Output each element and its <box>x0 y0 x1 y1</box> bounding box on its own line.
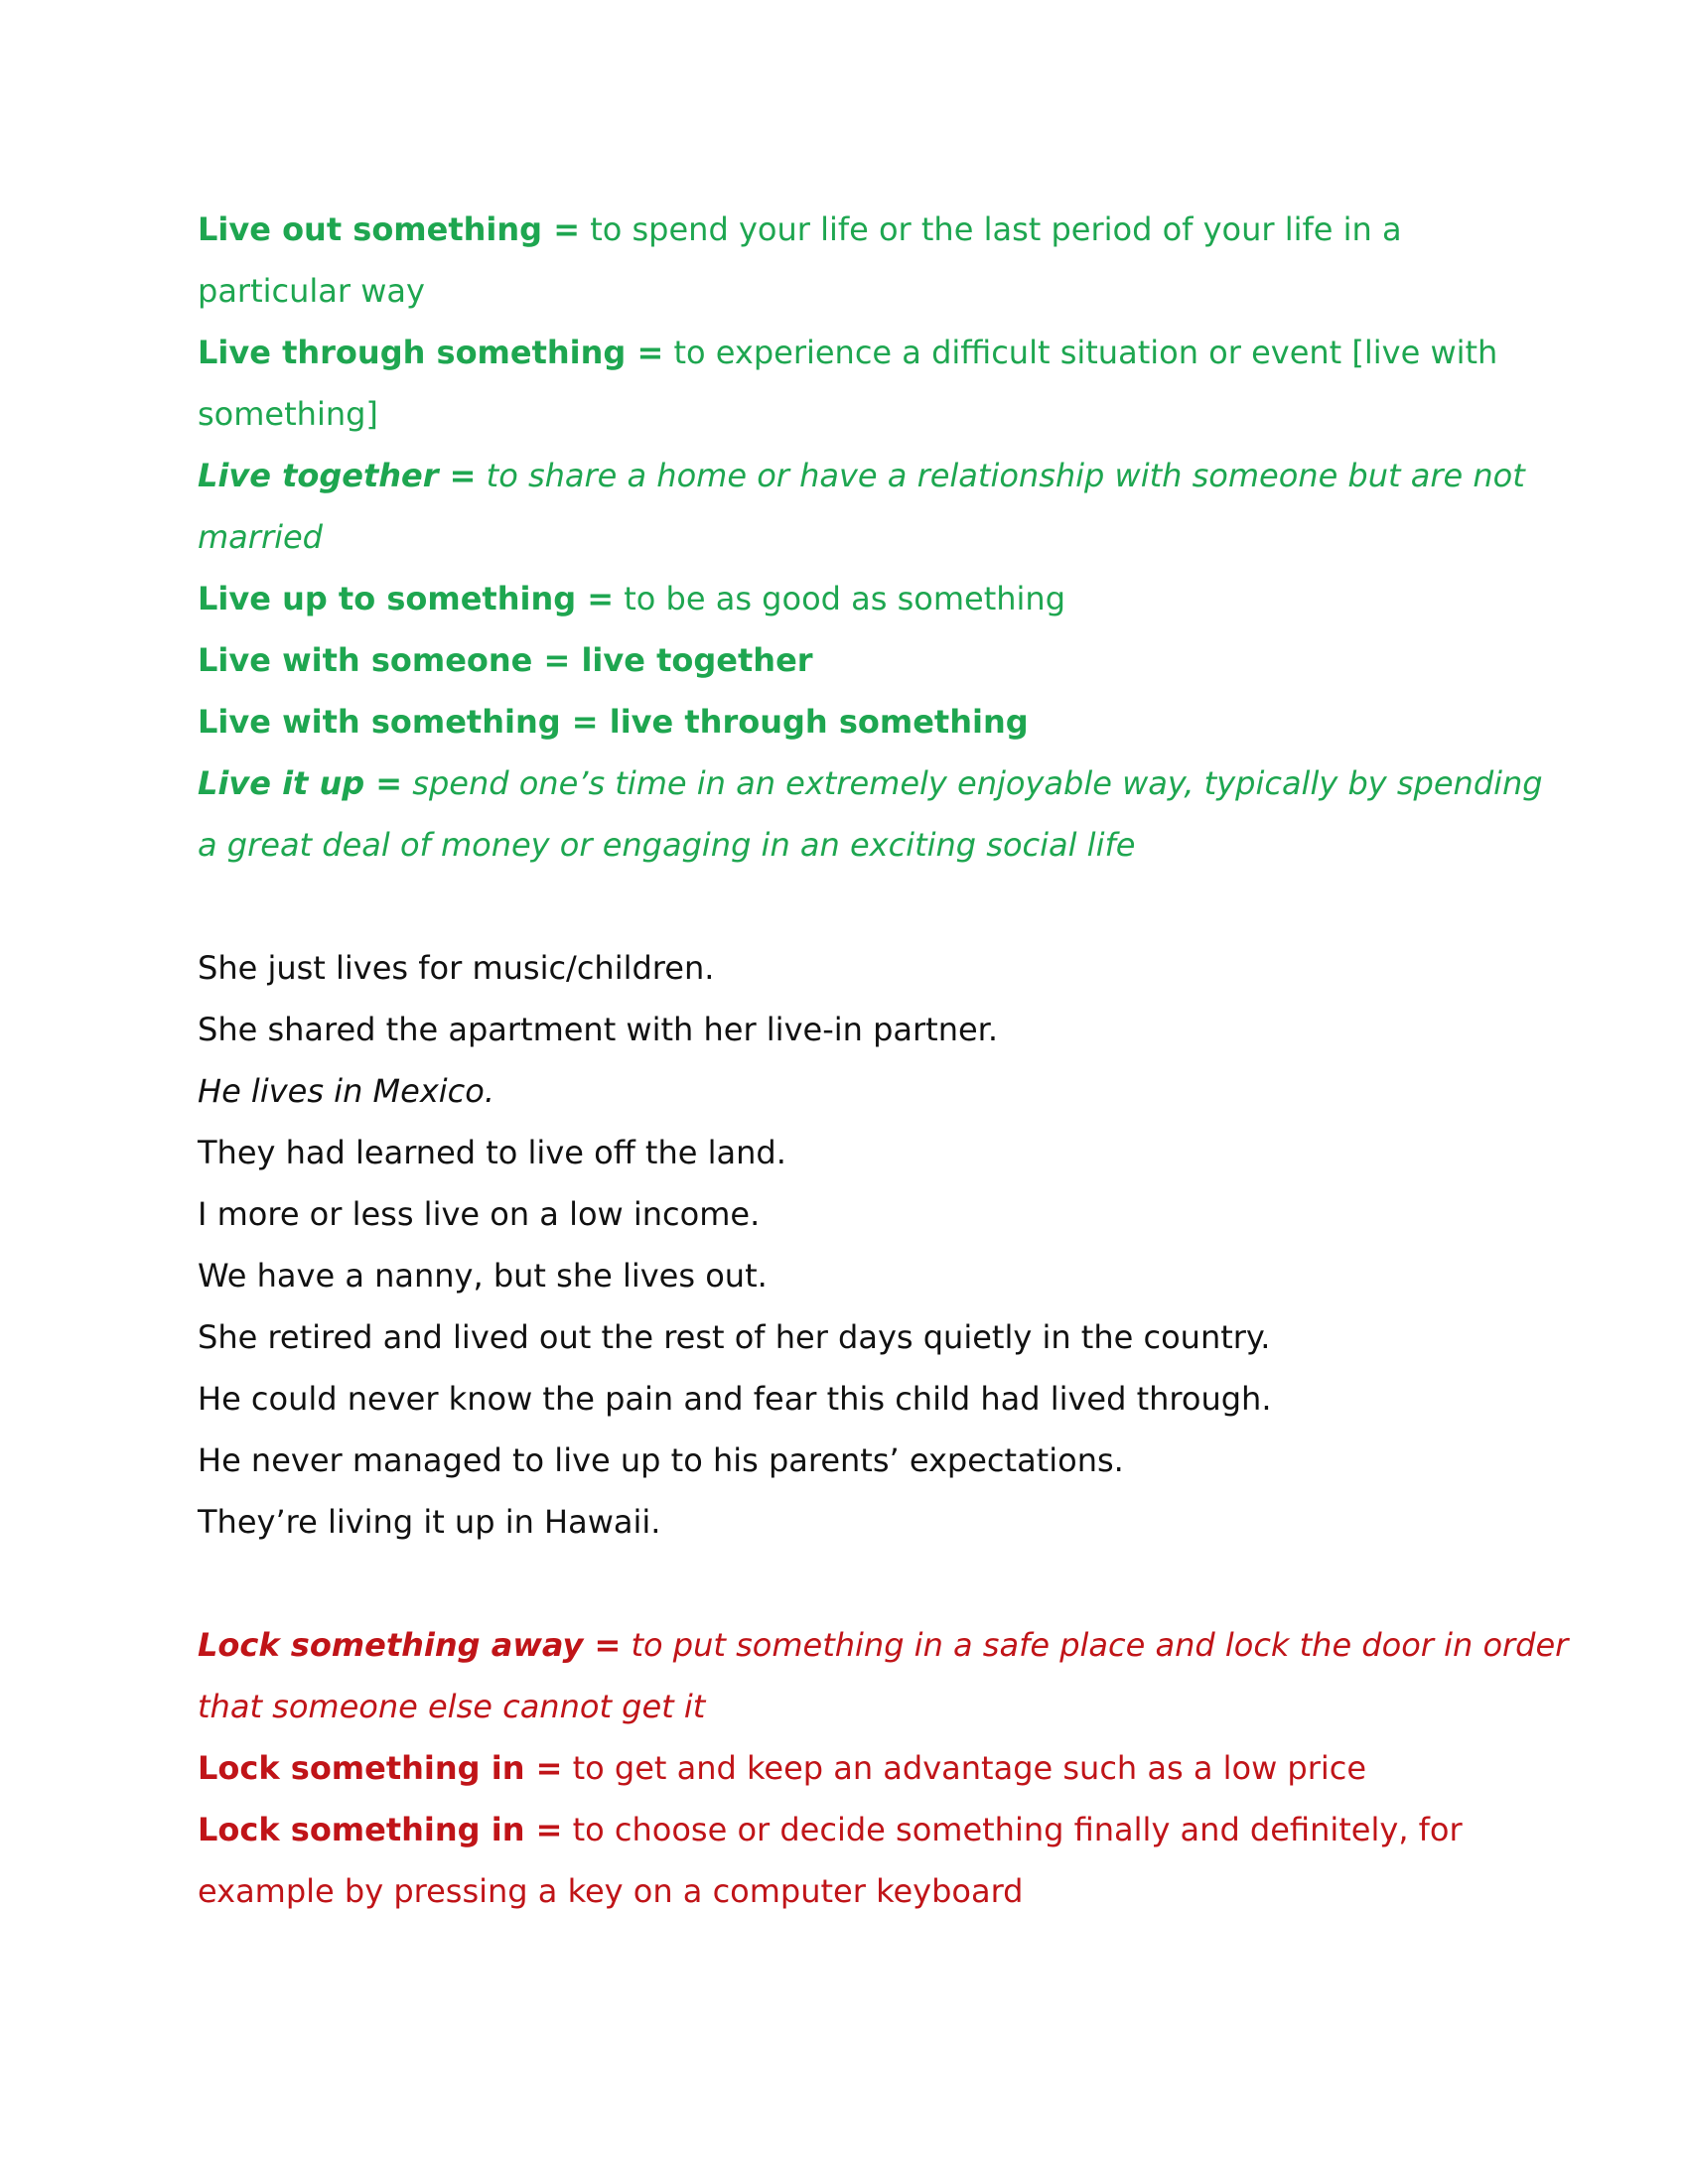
definition-term: Live out something = <box>198 210 581 248</box>
definition-text: a great deal of money or engaging in an exciting social life <box>198 826 1136 864</box>
definition-text: something] <box>198 395 378 433</box>
definition-term: Live with something = live through something <box>198 703 1029 741</box>
definition-text: spend one’s time in an extremely enjoyable way, typically by spending <box>402 764 1543 802</box>
definition-text: to choose or decide something finally and definitely, for <box>562 1811 1463 1848</box>
definition-line <box>198 814 1518 876</box>
definition-text: to put something in a safe place and lock the door in order <box>621 1626 1569 1664</box>
example-sentence: They’re living it up in Hawaii. <box>198 1503 661 1541</box>
definition-text: that someone else cannot get it <box>198 1688 706 1725</box>
definition-text: to get and keep an advantage such as a low price <box>562 1749 1367 1787</box>
example-sentence: He never managed to live up to his parents’ expectations. <box>198 1441 1124 1479</box>
document-body <box>198 199 1569 1922</box>
definition-line <box>198 445 1525 506</box>
definition-line <box>198 691 1518 752</box>
definition-line <box>198 1737 1518 1799</box>
definition-line <box>198 1614 1569 1676</box>
example-sentence: They had learned to live off the land. <box>198 1134 786 1171</box>
definition-term: Live through something = <box>198 334 664 371</box>
definition-term: Live with someone = live together <box>198 641 813 679</box>
definition-text: to be as good as something <box>614 580 1065 617</box>
definition-line <box>198 322 1518 383</box>
definition-line <box>198 199 1518 260</box>
definition-line <box>198 260 1518 322</box>
example-sentence: We have a nanny, but she lives out. <box>198 1257 768 1295</box>
examples-section <box>198 937 1518 1553</box>
definition-term: Lock something away = <box>198 1626 622 1664</box>
example-sentence: He lives in Mexico. <box>198 1072 494 1110</box>
definition-term: Lock something in = <box>198 1811 563 1848</box>
example-sentence: He could never know the pain and fear this child had lived through. <box>198 1380 1272 1418</box>
definition-term: Lock something in = <box>198 1749 563 1787</box>
live-definitions-section <box>198 199 1543 876</box>
section-spacer <box>198 1553 1518 1614</box>
definition-line <box>198 1676 1518 1737</box>
definition-line <box>198 506 1518 568</box>
definition-text: to experience a difficult situation or event [live with <box>663 334 1498 371</box>
example-sentence: I more or less live on a low income. <box>198 1195 761 1233</box>
definition-term: Live up to something = <box>198 580 615 617</box>
definition-line <box>198 629 1518 691</box>
definition-line <box>198 383 1518 445</box>
definition-line <box>198 1799 1518 1860</box>
lock-definitions-section <box>198 1614 1569 1922</box>
definition-line <box>198 568 1518 629</box>
definition-term: Live it up = <box>198 764 403 802</box>
example-sentence: She retired and lived out the rest of her days quietly in the country. <box>198 1318 1271 1356</box>
section-spacer <box>198 876 1518 937</box>
definition-text: example by pressing a key on a computer keyboard <box>198 1872 1024 1910</box>
definition-text: particular way <box>198 272 425 310</box>
definition-line <box>198 752 1543 814</box>
example-sentence: She just lives for music/children. <box>198 949 715 987</box>
definition-line <box>198 1860 1518 1922</box>
definition-text: married <box>198 518 323 556</box>
example-sentence: She shared the apartment with her live-in partner. <box>198 1011 999 1048</box>
definition-text: to spend your life or the last period of your life in a <box>580 210 1402 248</box>
definition-text: to share a home or have a relationship with someone but are not <box>476 457 1525 494</box>
definition-term: Live together = <box>198 457 477 494</box>
